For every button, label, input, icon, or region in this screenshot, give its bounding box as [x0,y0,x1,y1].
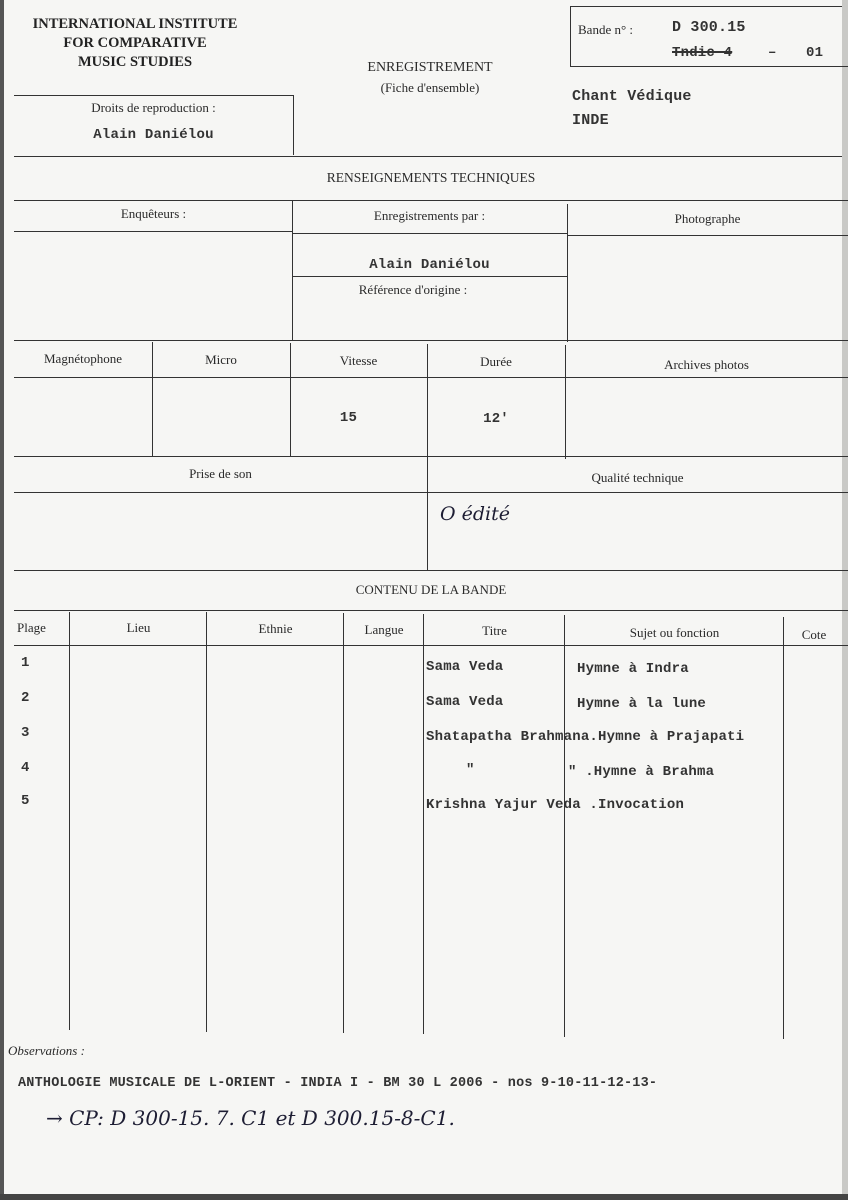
enregistrement-title: ENREGISTREMENT [367,60,493,75]
column-header-ethnie: Ethnie [258,621,293,636]
institute-line: INTERNATIONAL INSTITUTE [32,16,238,32]
column-header-titre: Titre [482,623,507,638]
duree-label: Durée [480,354,512,369]
subject-country: INDE [572,112,609,129]
column-header-sujet: Sujet ou fonction [629,625,720,640]
droits-value: Alain Daniélou [93,127,214,143]
column-header-plage: Plage [17,620,46,635]
vitesse-label: Vitesse [339,353,378,368]
vitesse-value: 15 [339,410,358,426]
prise-label: Prise de son [189,466,252,481]
row-1-plage: 1 [21,655,30,671]
institute-line: FOR COMPARATIVE [63,35,207,51]
institute-line: MUSIC STUDIES [77,54,193,70]
column-header-langue: Langue [364,622,404,637]
droits-label: Droits de reproduction : [91,100,216,115]
row-4-plage: 4 [21,760,30,776]
duree-value: 12' [483,411,509,427]
row-2-titre: Sama Veda [426,694,504,710]
observations-handwritten: → CP: D 300-15. 7. C1 et D 300.15-8-C1. [46,1106,455,1130]
row-4-titre: " [466,762,475,778]
section-title-technique: RENSEIGNEMENTS TECHNIQUES [326,170,536,185]
scan-edge-left [0,0,4,1200]
bande-struck-code: Tndic-4 [672,45,733,61]
enqueteurs-label: Enquêteurs : [120,206,187,221]
photographe-label: Photographe [674,211,741,226]
micro-label: Micro [205,352,237,367]
row-1-sujet: Hymne à Indra [577,661,689,677]
column-header-lieu: Lieu [126,620,151,635]
bande-label: Bande n° : [578,22,634,37]
section-title-contenu: CONTENU DE LA BANDE [355,582,507,597]
row-4-sujet: " .Hymne à Brahma [568,764,715,780]
row-5-titre: Krishna Yajur Veda .Invocation [426,797,685,813]
row-2-sujet: Hymne à la lune [577,696,707,712]
reference-label: Référence d'origine : [358,282,468,297]
bande-number: D 300.15 [672,19,746,36]
bande-suffix: 01 [806,45,824,61]
magnetophone-label: Magnétophone [44,351,122,366]
row-5-plage: 5 [21,793,30,809]
fiche-subtitle: (Fiche d'ensemble) [380,80,480,95]
qualite-label: Qualité technique [591,470,684,485]
archives-label: Archives photos [664,357,749,372]
institute-name [10,15,260,72]
observations-label: Observations : [8,1043,85,1058]
bande-dash: – [768,45,777,61]
subject-chant: Chant Védique [572,88,692,105]
qualite-value-handwritten: O édité [440,503,510,525]
row-2-plage: 2 [21,690,30,706]
enregistrements-value: Alain Daniélou [369,257,490,273]
observations-typed: ANTHOLOGIE MUSICALE DE L-ORIENT - INDIA I - BM 30 L 2006 - nos 9-10-11-12-13- [18,1076,658,1091]
scan-edge-bottom [0,1194,848,1200]
column-header-cote: Cote [801,627,827,642]
enregistrements-label: Enregistrements par : [373,208,486,223]
row-3-plage: 3 [21,725,30,741]
row-1-titre: Sama Veda [426,659,504,675]
row-3-titre: Shatapatha Brahmana.Hymne à Prajapati [426,729,745,745]
